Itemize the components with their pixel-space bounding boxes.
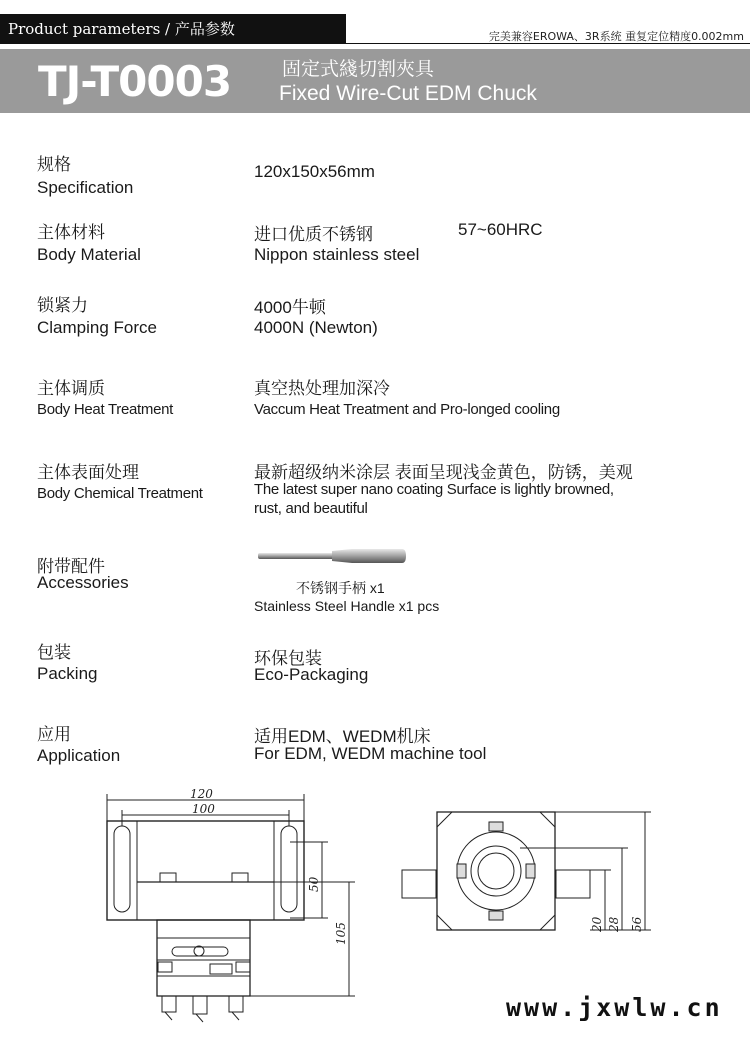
dim-20: 20 — [590, 916, 604, 932]
title-cn: 固定式綫切割夾具 — [282, 58, 435, 80]
section-label: Product parameters / 产品参数 — [0, 14, 346, 44]
dim-56: 56 — [630, 916, 644, 932]
value-cn: 真空热处理加深冷 — [254, 379, 390, 398]
value-en: 4000N (Newton) — [254, 318, 378, 337]
label-cn: 包装 — [37, 643, 71, 663]
value-cn: 适用EDM、WEDM机床 — [254, 727, 431, 746]
product-banner — [0, 49, 750, 113]
value-en: Vaccum Heat Treatment and Pro-longed cooling — [254, 401, 560, 418]
value-cn: 环保包装 — [254, 649, 322, 668]
dim-105: 105 — [334, 922, 348, 945]
label-cn: 附带配件 — [37, 557, 105, 577]
value-cn: 4000牛顿 — [254, 298, 326, 317]
label-cn: 锁紧力 — [37, 296, 88, 316]
value-en: Eco-Packaging — [254, 665, 369, 684]
side-view — [402, 812, 651, 930]
website-watermark: www.jxwlw.cn — [506, 993, 723, 1022]
value-en-line1: The latest super nano coating Surface is lightly browned, — [254, 481, 614, 498]
label-en: Specification — [37, 178, 134, 197]
label-en: Body Chemical Treatment — [37, 485, 203, 502]
value-cn: 最新超级纳米涂层 表面呈现浅金黄色，防锈，美观 — [254, 463, 633, 482]
value-cn: 进口优质不锈钢 — [254, 225, 373, 244]
dim-120: 120 — [190, 787, 213, 801]
label-cn: 应用 — [37, 725, 71, 745]
label-cn: 主体调质 — [37, 379, 105, 399]
label-cn: 规格 — [37, 155, 71, 175]
label-en: Body Material — [37, 245, 141, 264]
top-header — [0, 0, 750, 44]
value-en-line2: rust, and beautiful — [254, 500, 368, 517]
label-en: Body Heat Treatment — [37, 401, 174, 418]
label-cn: 主体材料 — [37, 223, 105, 243]
value-cn: 不锈钢手柄 x1 — [296, 580, 385, 596]
value-hardness: 57~60HRC — [458, 220, 543, 239]
dim-50: 50 — [307, 876, 321, 892]
label-en: Clamping Force — [37, 318, 157, 337]
title-en: Fixed Wire-Cut EDM Chuck — [279, 82, 537, 105]
model-number: TJ-T0003 — [38, 57, 232, 106]
label-cn: 主体表面处理 — [37, 463, 139, 483]
value: 120x150x56mm — [254, 162, 375, 181]
compat-note: 完美兼容EROWA、3R系统 重复定位精度0.002mm — [488, 30, 744, 43]
value-en: For EDM, WEDM machine tool — [254, 744, 487, 763]
label-en: Packing — [37, 664, 98, 683]
dim-28: 28 — [607, 916, 621, 932]
value-en: Stainless Steel Handle x1 pcs — [254, 598, 440, 614]
front-view — [107, 794, 355, 1022]
handle-image — [256, 546, 408, 568]
label-en: Accessories — [37, 573, 129, 592]
dim-100: 100 — [192, 802, 215, 816]
label-en: Application — [37, 746, 121, 765]
value-en: Nippon stainless steel — [254, 245, 420, 264]
